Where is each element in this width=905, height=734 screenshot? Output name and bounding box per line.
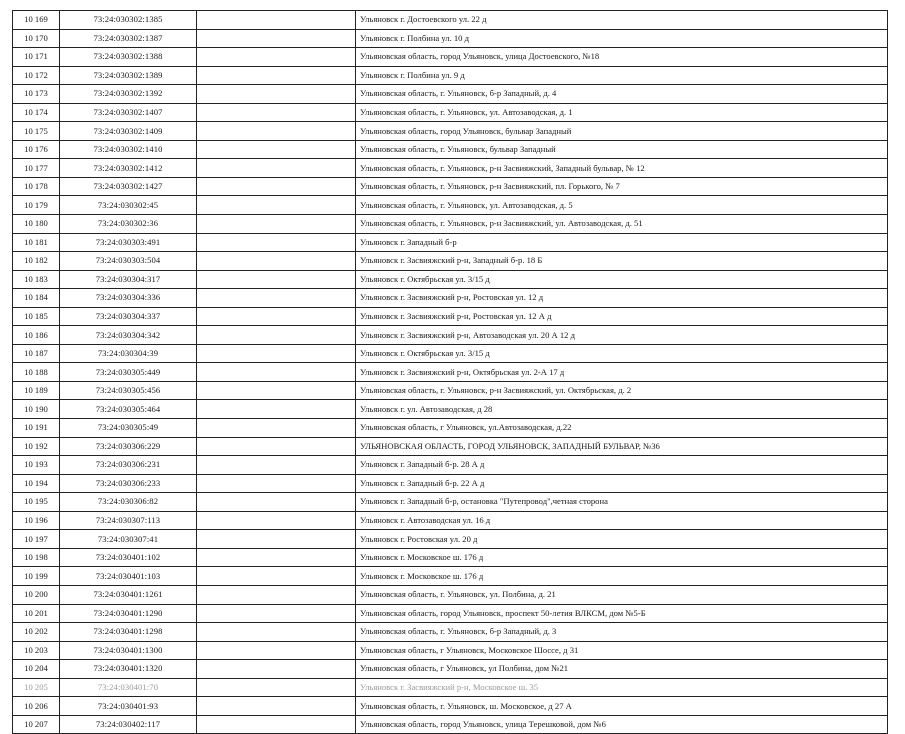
- table-row: [13, 660, 888, 679]
- empty-cell: [197, 344, 356, 363]
- empty-cell: [197, 177, 356, 196]
- cadastral-number-cell: 73:24:030302:1389: [60, 66, 197, 85]
- row-number-cell: 10 193: [13, 456, 60, 475]
- row-number-cell: 10 182: [13, 252, 60, 271]
- empty-cell: [197, 493, 356, 512]
- empty-cell: [197, 66, 356, 85]
- row-number-cell: 10 183: [13, 270, 60, 289]
- row-number-cell: 10 206: [13, 697, 60, 716]
- address-cell: Ульяновская область, г Ульяновск, Московское Шоссе, д 31: [356, 641, 888, 660]
- address-cell: Ульяновская область, г. Ульяновск, бульвар Западный: [356, 140, 888, 159]
- address-cell: Ульяновская область, г. Ульяновск, ул. Автозаводская, д. 5: [356, 196, 888, 215]
- table-row: [13, 215, 888, 234]
- property-table-body: [13, 11, 888, 734]
- address-cell: Ульяновская область, город Ульяновск, улица Достоевского, №18: [356, 48, 888, 67]
- table-row: [13, 623, 888, 642]
- empty-cell: [197, 474, 356, 493]
- row-number-cell: 10 198: [13, 548, 60, 567]
- address-cell: Ульяновская область, г Ульяновск, ул.Автозаводская, д.22: [356, 419, 888, 438]
- table-row: [13, 678, 888, 697]
- cadastral-number-cell: 73:24:030306:233: [60, 474, 197, 493]
- row-number-cell: 10 200: [13, 585, 60, 604]
- empty-cell: [197, 715, 356, 734]
- row-number-cell: 10 187: [13, 344, 60, 363]
- empty-cell: [197, 697, 356, 716]
- table-row: [13, 66, 888, 85]
- empty-cell: [197, 604, 356, 623]
- cadastral-number-cell: 73:24:030302:1409: [60, 122, 197, 141]
- address-cell: Ульяновск г. ул. Автозаводская, д 28: [356, 400, 888, 419]
- row-number-cell: 10 197: [13, 530, 60, 549]
- row-number-cell: 10 194: [13, 474, 60, 493]
- cadastral-number-cell: 73:24:030401:70: [60, 678, 197, 697]
- address-cell: Ульяновск г. Октябрьская ул. 3/15 д: [356, 270, 888, 289]
- row-number-cell: 10 181: [13, 233, 60, 252]
- table-row: [13, 363, 888, 382]
- table-row: [13, 530, 888, 549]
- table-row: [13, 437, 888, 456]
- cadastral-number-cell: 73:24:030401:1320: [60, 660, 197, 679]
- cadastral-number-cell: 73:24:030305:49: [60, 419, 197, 438]
- row-number-cell: 10 176: [13, 140, 60, 159]
- empty-cell: [197, 159, 356, 178]
- table-row: [13, 604, 888, 623]
- row-number-cell: 10 202: [13, 623, 60, 642]
- row-number-cell: 10 204: [13, 660, 60, 679]
- table-row: [13, 196, 888, 215]
- cadastral-number-cell: 73:24:030304:39: [60, 344, 197, 363]
- row-number-cell: 10 188: [13, 363, 60, 382]
- empty-cell: [197, 252, 356, 271]
- table-row: [13, 159, 888, 178]
- empty-cell: [197, 196, 356, 215]
- row-number-cell: 10 185: [13, 307, 60, 326]
- row-number-cell: 10 171: [13, 48, 60, 67]
- table-row: [13, 11, 888, 30]
- empty-cell: [197, 103, 356, 122]
- cadastral-number-cell: 73:24:030302:45: [60, 196, 197, 215]
- row-number-cell: 10 177: [13, 159, 60, 178]
- address-cell: Ульяновск г. Московское ш. 176 д: [356, 548, 888, 567]
- address-cell: Ульяновск г. Засвияжский р-н, Ростовская ул. 12 А д: [356, 307, 888, 326]
- address-cell: Ульяновск г. Московское ш. 176 д: [356, 567, 888, 586]
- address-cell: Ульяновская область, город Ульяновск, бульвар Западный: [356, 122, 888, 141]
- table-row: [13, 715, 888, 734]
- empty-cell: [197, 678, 356, 697]
- table-row: [13, 641, 888, 660]
- empty-cell: [197, 122, 356, 141]
- empty-cell: [197, 641, 356, 660]
- table-row: [13, 48, 888, 67]
- row-number-cell: 10 205: [13, 678, 60, 697]
- empty-cell: [197, 11, 356, 30]
- address-cell: Ульяновск г. Полбина ул. 9 д: [356, 66, 888, 85]
- row-number-cell: 10 203: [13, 641, 60, 660]
- cadastral-number-cell: 73:24:030401:1300: [60, 641, 197, 660]
- empty-cell: [197, 419, 356, 438]
- table-row: [13, 252, 888, 271]
- cadastral-number-cell: 73:24:030306:82: [60, 493, 197, 512]
- empty-cell: [197, 48, 356, 67]
- row-number-cell: 10 192: [13, 437, 60, 456]
- address-cell: Ульяновск г. Ростовская ул. 20 д: [356, 530, 888, 549]
- cadastral-number-cell: 73:24:030307:113: [60, 511, 197, 530]
- address-cell: Ульяновская область, г Ульяновск, ул Полбина, дом №21: [356, 660, 888, 679]
- cadastral-number-cell: 73:24:030401:1298: [60, 623, 197, 642]
- cadastral-number-cell: 73:24:030303:504: [60, 252, 197, 271]
- table-row: [13, 344, 888, 363]
- cadastral-number-cell: 73:24:030305:464: [60, 400, 197, 419]
- cadastral-number-cell: 73:24:030306:229: [60, 437, 197, 456]
- property-table: [12, 10, 888, 734]
- table-row: [13, 233, 888, 252]
- table-row: [13, 381, 888, 400]
- empty-cell: [197, 623, 356, 642]
- row-number-cell: 10 189: [13, 381, 60, 400]
- empty-cell: [197, 215, 356, 234]
- empty-cell: [197, 456, 356, 475]
- table-row: [13, 122, 888, 141]
- row-number-cell: 10 170: [13, 29, 60, 48]
- table-row: [13, 85, 888, 104]
- address-cell: Ульяновск г. Западный б-р. 28 А д: [356, 456, 888, 475]
- row-number-cell: 10 175: [13, 122, 60, 141]
- address-cell: Ульяновск г. Октябрьская ул. 3/15 д: [356, 344, 888, 363]
- cadastral-number-cell: 73:24:030304:317: [60, 270, 197, 289]
- cadastral-number-cell: 73:24:030304:337: [60, 307, 197, 326]
- table-row: [13, 289, 888, 308]
- empty-cell: [197, 437, 356, 456]
- cadastral-number-cell: 73:24:030303:491: [60, 233, 197, 252]
- empty-cell: [197, 548, 356, 567]
- address-cell: Ульяновская область, г. Ульяновск, ул. Полбина, д. 21: [356, 585, 888, 604]
- address-cell: Ульяновская область, г. Ульяновск, р-н Засвияжский, Западный бульвар, № 12: [356, 159, 888, 178]
- address-cell: Ульяновская область, г. Ульяновск, р-н Засвияжский, ул. Автозаводская, д. 51: [356, 215, 888, 234]
- row-number-cell: 10 172: [13, 66, 60, 85]
- cadastral-number-cell: 73:24:030302:1385: [60, 11, 197, 30]
- address-cell: Ульяновская область, город Ульяновск, проспект 50-летия ВЛКСМ, дом №5-Б: [356, 604, 888, 623]
- cadastral-number-cell: 73:24:030401:1290: [60, 604, 197, 623]
- empty-cell: [197, 567, 356, 586]
- address-cell: УЛЬЯНОВСКАЯ ОБЛАСТЬ, ГОРОД УЛЬЯНОВСК, ЗАПАДНЫЙ БУЛЬВАР, №36: [356, 437, 888, 456]
- address-cell: Ульяновск г. Автозаводская ул. 16 д: [356, 511, 888, 530]
- empty-cell: [197, 381, 356, 400]
- address-cell: Ульяновская область, г. Ульяновск, ш. Московское, д 27 А: [356, 697, 888, 716]
- cadastral-number-cell: 73:24:030302:1410: [60, 140, 197, 159]
- empty-cell: [197, 363, 356, 382]
- address-cell: Ульяновск г. Засвияжский р-н, Западный б-р. 18 Б: [356, 252, 888, 271]
- row-number-cell: 10 191: [13, 419, 60, 438]
- address-cell: Ульяновская область, г. Ульяновск, ул. Автозаводская, д. 1: [356, 103, 888, 122]
- address-cell: Ульяновская область, город Ульяновск, улица Терешковой, дом №6: [356, 715, 888, 734]
- address-cell: Ульяновская область, г. Ульяновск, б-р Западный, д. 3: [356, 623, 888, 642]
- empty-cell: [197, 140, 356, 159]
- address-cell: Ульяновск г. Засвияжский р-н, Ростовская ул. 12 д: [356, 289, 888, 308]
- empty-cell: [197, 400, 356, 419]
- empty-cell: [197, 660, 356, 679]
- address-cell: Ульяновск г. Полбина ул. 10 д: [356, 29, 888, 48]
- empty-cell: [197, 511, 356, 530]
- empty-cell: [197, 270, 356, 289]
- address-cell: Ульяновск г. Западный б-р: [356, 233, 888, 252]
- empty-cell: [197, 289, 356, 308]
- empty-cell: [197, 326, 356, 345]
- cadastral-number-cell: 73:24:030302:36: [60, 215, 197, 234]
- table-row: [13, 307, 888, 326]
- row-number-cell: 10 174: [13, 103, 60, 122]
- address-cell: Ульяновск г. Западный б-р. 22 А д: [356, 474, 888, 493]
- table-row: [13, 326, 888, 345]
- empty-cell: [197, 530, 356, 549]
- empty-cell: [197, 585, 356, 604]
- cadastral-number-cell: 73:24:030401:103: [60, 567, 197, 586]
- row-number-cell: 10 178: [13, 177, 60, 196]
- cadastral-number-cell: 73:24:030304:342: [60, 326, 197, 345]
- cadastral-number-cell: 73:24:030305:449: [60, 363, 197, 382]
- cadastral-number-cell: 73:24:030302:1407: [60, 103, 197, 122]
- table-row: [13, 103, 888, 122]
- row-number-cell: 10 190: [13, 400, 60, 419]
- address-cell: Ульяновск г. Достоевского ул. 22 д: [356, 11, 888, 30]
- row-number-cell: 10 169: [13, 11, 60, 30]
- table-row: [13, 270, 888, 289]
- cadastral-number-cell: 73:24:030304:336: [60, 289, 197, 308]
- cadastral-number-cell: 73:24:030305:456: [60, 381, 197, 400]
- table-row: [13, 400, 888, 419]
- cadastral-number-cell: 73:24:030401:102: [60, 548, 197, 567]
- table-row: [13, 474, 888, 493]
- empty-cell: [197, 307, 356, 326]
- cadastral-number-cell: 73:24:030307:41: [60, 530, 197, 549]
- row-number-cell: 10 173: [13, 85, 60, 104]
- table-row: [13, 177, 888, 196]
- cadastral-number-cell: 73:24:030402:117: [60, 715, 197, 734]
- table-row: [13, 511, 888, 530]
- address-cell: Ульяновск г. Засвияжский р-н, Автозаводская ул. 20 А 12 д: [356, 326, 888, 345]
- table-row: [13, 548, 888, 567]
- row-number-cell: 10 179: [13, 196, 60, 215]
- table-row: [13, 140, 888, 159]
- table-row: [13, 456, 888, 475]
- table-row: [13, 697, 888, 716]
- row-number-cell: 10 201: [13, 604, 60, 623]
- row-number-cell: 10 199: [13, 567, 60, 586]
- registry-sheet: [12, 10, 888, 734]
- address-cell: Ульяновск г. Западный б-р, остановка "Путепровод",четная сторона: [356, 493, 888, 512]
- table-row: [13, 585, 888, 604]
- cadastral-number-cell: 73:24:030401:93: [60, 697, 197, 716]
- address-cell: Ульяновск г. Засвияжский р-н, Октябрьская ул. 2-А 17 д: [356, 363, 888, 382]
- row-number-cell: 10 180: [13, 215, 60, 234]
- cadastral-number-cell: 73:24:030302:1412: [60, 159, 197, 178]
- row-number-cell: 10 184: [13, 289, 60, 308]
- address-cell: Ульяновская область, г. Ульяновск, б-р Западный, д. 4: [356, 85, 888, 104]
- empty-cell: [197, 29, 356, 48]
- address-cell: Ульяновская область, г. Ульяновск, р-н Засвияжский, ул. Октябрьская, д. 2: [356, 381, 888, 400]
- empty-cell: [197, 85, 356, 104]
- cadastral-number-cell: 73:24:030302:1388: [60, 48, 197, 67]
- row-number-cell: 10 196: [13, 511, 60, 530]
- address-cell: Ульяновск г. Засвияжский р-н, Московское ш. 35: [356, 678, 888, 697]
- cadastral-number-cell: 73:24:030306:231: [60, 456, 197, 475]
- table-row: [13, 493, 888, 512]
- cadastral-number-cell: 73:24:030401:1261: [60, 585, 197, 604]
- cadastral-number-cell: 73:24:030302:1392: [60, 85, 197, 104]
- empty-cell: [197, 233, 356, 252]
- row-number-cell: 10 207: [13, 715, 60, 734]
- table-row: [13, 567, 888, 586]
- cadastral-number-cell: 73:24:030302:1427: [60, 177, 197, 196]
- cadastral-number-cell: 73:24:030302:1387: [60, 29, 197, 48]
- table-row: [13, 29, 888, 48]
- table-row: [13, 419, 888, 438]
- row-number-cell: 10 186: [13, 326, 60, 345]
- row-number-cell: 10 195: [13, 493, 60, 512]
- address-cell: Ульяновская область, г. Ульяновск, р-н Засвияжский, пл. Горького, № 7: [356, 177, 888, 196]
